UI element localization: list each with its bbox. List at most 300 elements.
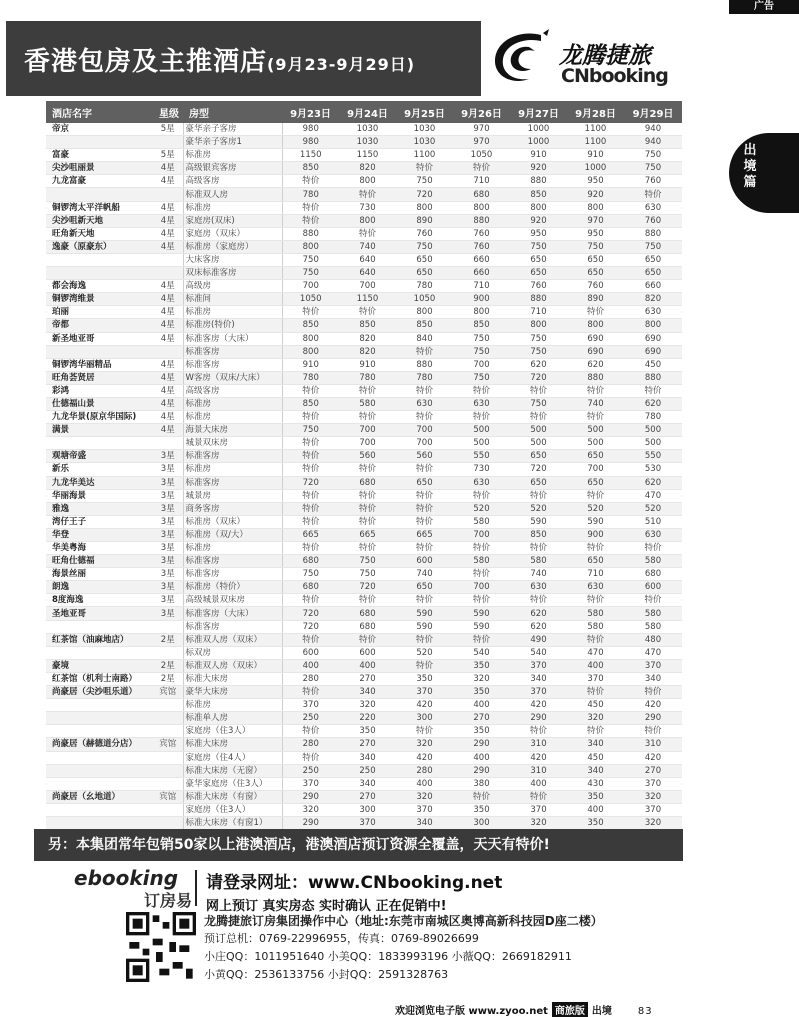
price-cell: 350 <box>396 672 453 685</box>
price-cell: 700 <box>567 463 624 476</box>
price-cell: 特价 <box>396 515 453 528</box>
price-cell: 特价 <box>567 633 624 646</box>
price-cell: 665 <box>282 528 339 541</box>
room-type: 海景大床房 <box>183 424 282 437</box>
price-cell: 340 <box>624 672 682 685</box>
hotel-name <box>46 267 153 280</box>
price-cell: 780 <box>339 371 396 384</box>
table-header-cell: 房型 <box>183 101 282 123</box>
divider <box>195 870 197 906</box>
cnbooking-logo <box>481 21 726 96</box>
price-cell: 750 <box>453 345 510 358</box>
price-cell: 特价 <box>339 306 396 319</box>
price-cell: 850 <box>282 397 339 410</box>
price-cell: 750 <box>510 332 567 345</box>
price-cell: 特价 <box>396 633 453 646</box>
price-cell: 750 <box>624 240 682 253</box>
price-cell: 980 <box>282 123 339 136</box>
price-cell: 370 <box>510 659 567 672</box>
price-cell: 340 <box>339 686 396 699</box>
price-cell: 750 <box>453 332 510 345</box>
hotel-name <box>46 751 153 764</box>
price-cell: 650 <box>567 253 624 266</box>
table-row <box>46 332 682 345</box>
star-rating <box>153 699 183 712</box>
room-type: 豪华亲子客房 <box>183 123 282 136</box>
price-cell: 680 <box>339 620 396 633</box>
price-cell: 760 <box>396 227 453 240</box>
price-cell: 650 <box>510 253 567 266</box>
price-cell: 800 <box>339 214 396 227</box>
price-cell: 910 <box>567 149 624 162</box>
price-cell: 750 <box>396 175 453 188</box>
room-type: 家庭房(双床) <box>183 214 282 227</box>
hotel-name <box>46 437 153 450</box>
price-cell: 310 <box>624 738 682 751</box>
price-cell: 特价 <box>624 725 682 738</box>
price-cell: 290 <box>624 712 682 725</box>
price-cell: 650 <box>396 267 453 280</box>
table-row <box>46 712 682 725</box>
website-url[interactable]: 请登录网址：www.CNbooking.net <box>206 873 503 893</box>
star-rating: 3星 <box>153 555 183 568</box>
price-cell: 710 <box>510 306 567 319</box>
table-row <box>46 725 682 738</box>
table-row <box>46 581 682 594</box>
price-cell: 400 <box>567 803 624 816</box>
price-cell: 680 <box>282 555 339 568</box>
hotel-name: 观塘帝盛 <box>46 450 153 463</box>
star-rating: 4星 <box>153 319 183 332</box>
price-cell: 270 <box>339 790 396 803</box>
room-type: 城景房 <box>183 489 282 502</box>
price-cell: 650 <box>624 253 682 266</box>
price-cell: 680 <box>282 581 339 594</box>
page-footer <box>395 1002 653 1016</box>
price-cell: 特价 <box>339 227 396 240</box>
website-slogan: 网上预订 真实房态 实时确认 正在促销中! <box>206 899 447 914</box>
table-row <box>46 594 682 607</box>
price-cell: 380 <box>453 777 510 790</box>
price-cell: 特价 <box>282 515 339 528</box>
price-cell: 800 <box>624 319 682 332</box>
price-cell: 580 <box>453 515 510 528</box>
contact-phone: 预订总机：0769-22996955，传真：0769-89026699 <box>204 932 479 945</box>
price-cell: 580 <box>510 555 567 568</box>
price-cell: 800 <box>453 306 510 319</box>
price-cell: 特价 <box>624 542 682 555</box>
price-cell: 500 <box>453 437 510 450</box>
table-row <box>46 280 682 293</box>
price-cell: 特价 <box>510 542 567 555</box>
price-cell: 910 <box>339 358 396 371</box>
price-cell: 820 <box>624 293 682 306</box>
price-cell: 370 <box>624 777 682 790</box>
table-row <box>46 253 682 266</box>
hotel-name: 红茶馆（油麻地店） <box>46 633 153 646</box>
price-cell: 特价 <box>339 542 396 555</box>
hotel-name <box>46 816 153 829</box>
price-cell: 620 <box>567 358 624 371</box>
star-rating: 2星 <box>153 659 183 672</box>
price-cell: 740 <box>510 568 567 581</box>
star-rating: 3星 <box>153 476 183 489</box>
hotel-name: 帝京 <box>46 123 153 136</box>
table-row <box>46 646 682 659</box>
price-cell: 500 <box>453 424 510 437</box>
room-type: 高级银宾客房 <box>183 162 282 175</box>
website-info <box>206 868 502 914</box>
price-cell: 750 <box>453 371 510 384</box>
star-rating: 3星 <box>153 568 183 581</box>
hotel-name: 华美粤海 <box>46 542 153 555</box>
price-cell: 970 <box>453 136 510 149</box>
room-type: 标准单人房 <box>183 712 282 725</box>
price-cell: 300 <box>396 712 453 725</box>
price-cell: 310 <box>510 738 567 751</box>
room-type: 豪华大床房 <box>183 686 282 699</box>
star-rating: 2星 <box>153 633 183 646</box>
price-cell: 580 <box>567 620 624 633</box>
star-rating <box>153 136 183 149</box>
star-rating: 3星 <box>153 581 183 594</box>
table-row <box>46 384 682 397</box>
price-cell: 特价 <box>396 659 453 672</box>
table-row <box>46 149 682 162</box>
price-cell: 740 <box>567 397 624 410</box>
price-cell: 720 <box>396 188 453 201</box>
price-cell: 840 <box>396 332 453 345</box>
star-rating: 4星 <box>153 175 183 188</box>
price-cell: 特价 <box>396 502 453 515</box>
price-cell: 特价 <box>567 384 624 397</box>
price-cell: 820 <box>339 345 396 358</box>
price-cell: 800 <box>282 240 339 253</box>
table-row <box>46 450 682 463</box>
price-cell: 710 <box>567 568 624 581</box>
room-type: 标准房（特价） <box>183 581 282 594</box>
hotel-name: 豪境 <box>46 659 153 672</box>
price-cell: 750 <box>567 240 624 253</box>
price-cell: 920 <box>510 214 567 227</box>
price-cell: 850 <box>282 162 339 175</box>
star-rating <box>153 725 183 738</box>
table-row <box>46 345 682 358</box>
table-row <box>46 816 682 829</box>
price-cell: 490 <box>510 633 567 646</box>
price-cell: 220 <box>339 712 396 725</box>
price-cell: 480 <box>624 633 682 646</box>
hotel-name: 尖沙咀新天地 <box>46 214 153 227</box>
price-cell: 760 <box>567 280 624 293</box>
star-rating: 4星 <box>153 240 183 253</box>
price-cell: 700 <box>453 358 510 371</box>
star-rating: 3星 <box>153 463 183 476</box>
room-type: 标准房 <box>183 411 282 424</box>
room-type: 标准客房 <box>183 568 282 581</box>
price-cell: 650 <box>624 267 682 280</box>
price-cell: 500 <box>624 424 682 437</box>
contact-company: 龙腾捷旅订房集团操作中心（地址:东莞市南城区奥博高新科技园D座二楼） <box>204 914 603 928</box>
ad-tag: 广告 <box>729 0 799 14</box>
hotel-name: 彩鸿 <box>46 384 153 397</box>
ebooking-logo: ebooking 订房易 <box>74 866 192 910</box>
price-cell: 780 <box>624 411 682 424</box>
price-cell: 520 <box>567 502 624 515</box>
price-cell: 特价 <box>339 384 396 397</box>
price-cell: 650 <box>567 555 624 568</box>
price-cell: 290 <box>510 712 567 725</box>
price-cell: 1030 <box>396 123 453 136</box>
star-rating: 4星 <box>153 397 183 410</box>
table-body <box>46 123 682 830</box>
price-cell: 400 <box>396 777 453 790</box>
price-cell: 370 <box>339 816 396 829</box>
star-rating <box>153 816 183 829</box>
star-rating <box>153 646 183 659</box>
price-cell: 665 <box>339 528 396 541</box>
room-type: 标准客房 <box>183 620 282 633</box>
price-cell: 690 <box>567 345 624 358</box>
star-rating <box>153 267 183 280</box>
price-cell: 620 <box>624 476 682 489</box>
price-cell: 320 <box>396 738 453 751</box>
price-cell: 760 <box>624 175 682 188</box>
price-cell: 680 <box>624 568 682 581</box>
price-cell: 700 <box>339 424 396 437</box>
price-cell: 470 <box>624 646 682 659</box>
price-cell: 特价 <box>453 489 510 502</box>
table-row <box>46 424 682 437</box>
table-header-cell: 9月26日 <box>453 101 510 123</box>
table-row <box>46 555 682 568</box>
price-cell: 340 <box>567 738 624 751</box>
price-cell: 750 <box>396 240 453 253</box>
hotel-name: 满景 <box>46 424 153 437</box>
room-type: 标准房 <box>183 149 282 162</box>
price-cell: 特价 <box>453 411 510 424</box>
price-cell: 250 <box>282 712 339 725</box>
room-type: 标准客房 <box>183 345 282 358</box>
star-rating: 3星 <box>153 489 183 502</box>
room-type: 标准房 <box>183 201 282 214</box>
price-cell: 特价 <box>396 542 453 555</box>
hotel-name: 雅逸 <box>46 502 153 515</box>
price-cell: 400 <box>510 777 567 790</box>
price-cell: 690 <box>624 332 682 345</box>
table-row <box>46 162 682 175</box>
price-cell: 590 <box>396 607 453 620</box>
room-type: 标准客房 <box>183 358 282 371</box>
price-cell: 500 <box>510 437 567 450</box>
room-type: 标准房 <box>183 463 282 476</box>
price-cell: 特价 <box>510 489 567 502</box>
star-rating: 4星 <box>153 371 183 384</box>
price-cell: 850 <box>396 319 453 332</box>
price-cell: 560 <box>396 450 453 463</box>
price-cell: 370 <box>624 803 682 816</box>
price-cell: 900 <box>567 528 624 541</box>
price-cell: 540 <box>510 646 567 659</box>
room-type: 大床客房 <box>183 253 282 266</box>
star-rating <box>153 751 183 764</box>
logo-chinese: 龙腾捷旅 <box>559 43 651 69</box>
table-row <box>46 777 682 790</box>
price-cell: 720 <box>510 371 567 384</box>
price-cell: 500 <box>624 437 682 450</box>
room-type: 标准双人房 <box>183 188 282 201</box>
table-row <box>46 136 682 149</box>
price-cell: 370 <box>396 803 453 816</box>
price-cell: 1030 <box>396 136 453 149</box>
price-cell: 280 <box>396 764 453 777</box>
price-cell: 350 <box>453 803 510 816</box>
price-cell: 290 <box>453 764 510 777</box>
price-cell: 特价 <box>453 790 510 803</box>
price-cell: 580 <box>567 607 624 620</box>
star-rating: 4星 <box>153 201 183 214</box>
hotel-name: 尖沙咀丽景 <box>46 162 153 175</box>
price-cell: 530 <box>624 463 682 476</box>
table-header-cell: 9月27日 <box>510 101 567 123</box>
price-cell: 420 <box>624 751 682 764</box>
price-cell: 850 <box>453 319 510 332</box>
price-cell: 特价 <box>567 725 624 738</box>
table-row <box>46 620 682 633</box>
hotel-name: 尚豪居（幺地道） <box>46 790 153 803</box>
price-cell: 特价 <box>396 345 453 358</box>
price-cell: 800 <box>510 201 567 214</box>
price-cell: 特价 <box>339 489 396 502</box>
price-cell: 270 <box>339 672 396 685</box>
table-row <box>46 306 682 319</box>
hotel-name: 九龙华美达 <box>46 476 153 489</box>
table-row <box>46 790 682 803</box>
price-cell: 特价 <box>510 411 567 424</box>
price-cell: 370 <box>282 699 339 712</box>
table-row <box>46 188 682 201</box>
table-row <box>46 293 682 306</box>
price-cell: 780 <box>282 188 339 201</box>
star-rating: 3星 <box>153 515 183 528</box>
price-cell: 800 <box>282 332 339 345</box>
star-rating: 4星 <box>153 227 183 240</box>
price-cell: 590 <box>510 515 567 528</box>
star-rating <box>153 712 183 725</box>
hotel-name <box>46 136 153 149</box>
price-cell: 280 <box>282 672 339 685</box>
price-cell: 600 <box>339 646 396 659</box>
price-cell: 特价 <box>282 542 339 555</box>
price-cell: 600 <box>624 581 682 594</box>
price-cell: 350 <box>453 659 510 672</box>
hotel-name: 旺角新天地 <box>46 227 153 240</box>
table-header-cell: 酒店名字 <box>46 101 153 123</box>
price-cell: 特价 <box>453 633 510 646</box>
section-tab <box>729 133 799 213</box>
hotel-name <box>46 253 153 266</box>
price-cell: 特价 <box>453 384 510 397</box>
price-cell: 320 <box>339 699 396 712</box>
price-cell: 800 <box>396 201 453 214</box>
price-cell: 880 <box>510 293 567 306</box>
price-cell: 特价 <box>339 411 396 424</box>
price-cell: 720 <box>282 607 339 620</box>
price-cell: 特价 <box>396 594 453 607</box>
price-cell: 450 <box>567 699 624 712</box>
star-rating: 4星 <box>153 293 183 306</box>
star-rating: 宾馆 <box>153 790 183 803</box>
price-cell: 1050 <box>396 293 453 306</box>
price-cell: 320 <box>624 790 682 803</box>
price-cell: 820 <box>339 162 396 175</box>
footer-section: 出境 <box>591 1006 612 1017</box>
price-cell: 950 <box>567 175 624 188</box>
price-cell: 370 <box>624 659 682 672</box>
price-cell: 320 <box>624 816 682 829</box>
price-cell: 特价 <box>567 411 624 424</box>
price-cell: 350 <box>567 816 624 829</box>
room-type: 标准客房 <box>183 555 282 568</box>
price-cell: 630 <box>624 306 682 319</box>
price-cell: 320 <box>396 790 453 803</box>
room-type: 高级客房 <box>183 175 282 188</box>
price-cell: 350 <box>567 790 624 803</box>
price-cell: 340 <box>567 764 624 777</box>
table-row <box>46 267 682 280</box>
room-type: 家庭房（住4人） <box>183 751 282 764</box>
price-cell: 550 <box>453 450 510 463</box>
room-type: 标准房 <box>183 306 282 319</box>
price-cell: 特价 <box>624 594 682 607</box>
star-rating: 3星 <box>153 594 183 607</box>
table-header-cell: 9月23日 <box>282 101 339 123</box>
hotel-price-table <box>46 101 682 830</box>
price-cell: 特价 <box>396 489 453 502</box>
price-cell: 特价 <box>282 502 339 515</box>
price-cell: 320 <box>510 816 567 829</box>
price-cell: 800 <box>567 319 624 332</box>
price-cell: 特价 <box>453 594 510 607</box>
price-cell: 1050 <box>282 293 339 306</box>
price-cell: 750 <box>339 555 396 568</box>
price-cell: 1150 <box>339 293 396 306</box>
room-type: 商务客房 <box>183 502 282 515</box>
star-rating: 2星 <box>153 672 183 685</box>
price-cell: 620 <box>510 620 567 633</box>
star-rating: 宾馆 <box>153 686 183 699</box>
price-cell: 880 <box>624 227 682 240</box>
star-rating: 3星 <box>153 528 183 541</box>
room-type: 标准客房（大床） <box>183 332 282 345</box>
hotel-name <box>46 725 153 738</box>
price-cell: 特价 <box>510 790 567 803</box>
star-rating: 4星 <box>153 306 183 319</box>
price-cell: 特价 <box>567 594 624 607</box>
star-rating: 3星 <box>153 542 183 555</box>
price-cell: 特价 <box>282 633 339 646</box>
table-row <box>46 201 682 214</box>
price-cell: 650 <box>567 450 624 463</box>
hotel-name: 新乐 <box>46 463 153 476</box>
hotel-name: 铜锣湾太平洋帆船 <box>46 201 153 214</box>
price-cell: 420 <box>510 751 567 764</box>
price-cell: 680 <box>339 476 396 489</box>
price-cell: 1150 <box>339 149 396 162</box>
star-rating <box>153 345 183 358</box>
price-cell: 880 <box>624 371 682 384</box>
price-cell: 720 <box>339 581 396 594</box>
